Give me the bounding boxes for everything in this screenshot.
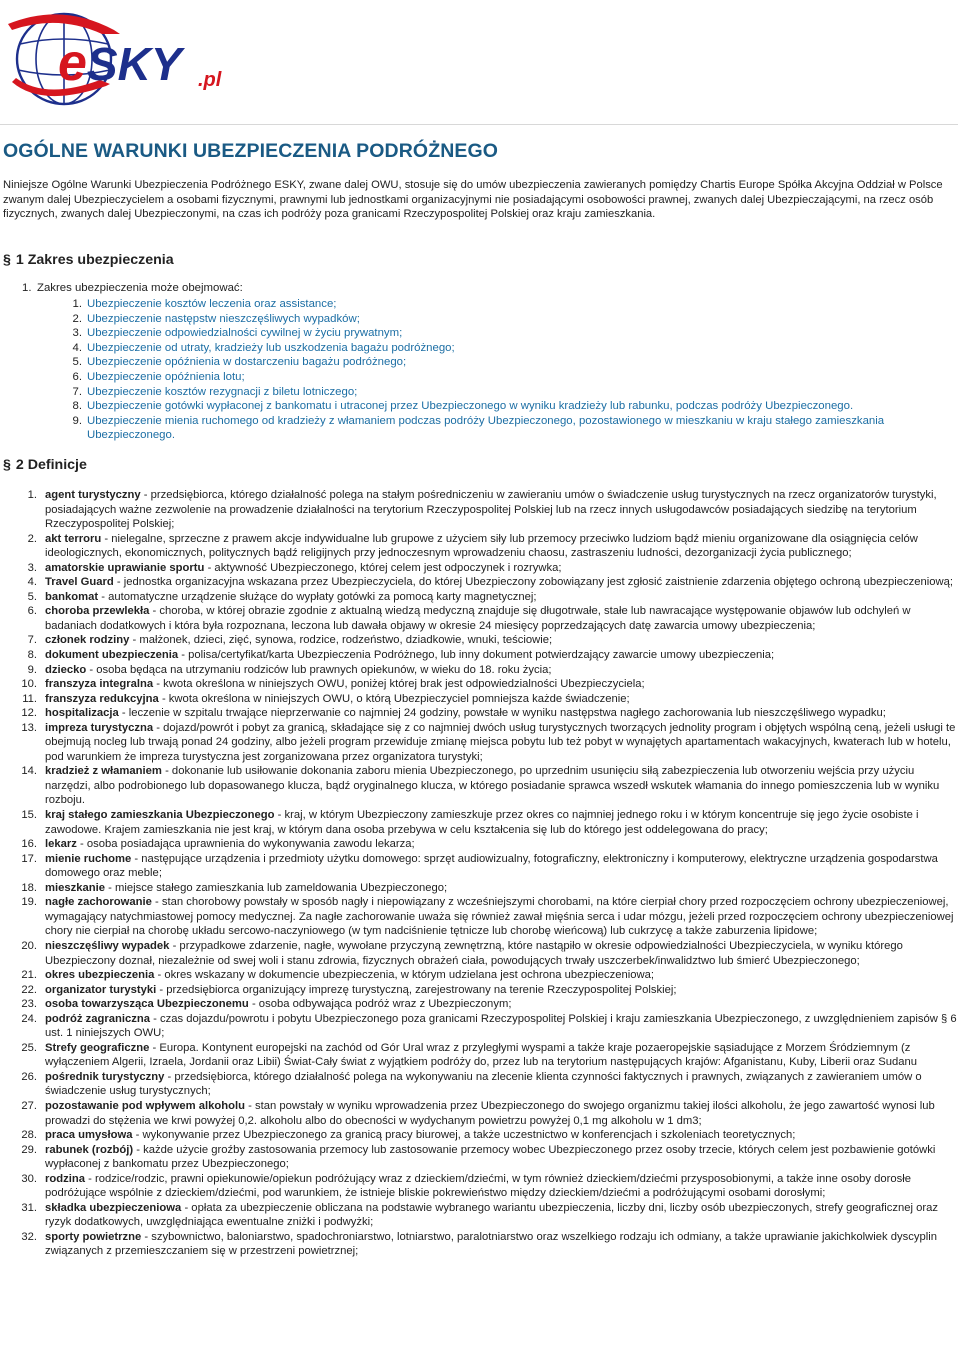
definition-item [0,604,958,633]
definition-term: sporty powietrzne [45,1230,142,1243]
section-1-heading [3,252,174,268]
list-number: 6. [27,605,37,618]
list-number: 23. [21,998,37,1011]
list-number: 32. [21,1230,37,1243]
list-number: 28. [21,1129,37,1142]
definition-text: - małżonek, dzieci, zięć, synowa, rodzice, rodzeństwo, dziadkowie, wnuki, teściowie; [129,634,553,647]
list-number: 8. [72,400,82,413]
definition-item [0,1201,958,1230]
definition-text: - kwota określona w niniejszych OWU, poniżej której brak jest odpowiedzialności Ubezpieczyciela; [153,678,645,691]
definition-term: praca umysłowa [45,1129,133,1142]
definition-item [0,837,958,852]
definition-item [0,1070,958,1099]
list-number: 1. [72,298,82,310]
list-number: 13. [21,721,37,734]
definition-term: bankomat [45,590,99,603]
definition-text: - choroba, w której obrazie zgodnie z aktualną wiedzą medyczną znajduje się długotrwałe, stałe lub nawracające występowanie objawów lub odchyleń w badaniach dodatkowych i która była rozpoznana, leczona lub dawała objawy w okresie 24 miesięcy poprzedzających datę zawarcia umowy ubezpieczenia; [45,605,911,632]
definition-text: - następujące urządzenia i przedmioty użytku domowego: sprzęt audiowizualny, fotograficzny, elektroniczny i komputerowy, elektryczne urządzenia gospodarstwa domowego oraz meble; [45,852,938,880]
definition-term: agent turystyczny [45,489,141,501]
definition-item [0,1172,958,1201]
definition-term: dziecko [45,663,87,676]
list-number: 12. [21,707,37,720]
definition-text: - dojazd/powrót i pobyt za granicą, składające się z co najmniej dwóch usług turystycznych tworzących jednolity program i objętych wspólną ceną, jeżeli usługi te obejmują nocleg lub trwają ponad 24 godziny, albo jeżeli program przewiduje zmianę miejsca pobytu lub też pobyt w wynajętych apartamentach wakacyjnych, kwaterach lub w hotelu, pod warunkiem że impreza turystyczna jest zorganizowana przez organizatora turystyki; [45,721,956,763]
definition-term: rabunek (rozbój) [45,1143,134,1156]
list-number: 2. [27,532,37,545]
scope-list-item[interactable] [62,297,958,312]
list-number: 27. [21,1099,37,1112]
definition-term: franszyza redukcyjna [45,692,159,705]
list-number: 6. [72,370,82,383]
definition-term: mienie ruchome [45,852,132,865]
definition-term: choroba przewlekła [45,605,150,618]
definition-term: Travel Guard [45,576,114,589]
list-number: 30. [21,1172,37,1185]
definition-item [0,997,958,1012]
list-number: 29. [21,1143,37,1156]
scope-lead [22,282,243,294]
list-number: 2. [72,312,82,325]
definition-term: amatorskie uprawianie sportu [45,561,205,574]
list-number: 20. [21,939,37,952]
list-number: 5. [27,590,37,603]
esky-logo [2,4,252,108]
scope-list-item[interactable] [62,312,958,327]
definition-item [0,692,958,707]
definition-term: organizator turystyki [45,983,157,996]
scope-link[interactable]: Ubezpieczenie od utraty, kradzieży lub uszkodzenia bagażu podróżnego; [87,341,455,354]
scope-link[interactable]: Ubezpieczenie gotówki wypłaconej z bankomatu i utraconej przez Ubezpieczonego w wyniku kradzieży lub rabunku, podczas podróży Ubezpieczonego. [87,400,854,413]
definition-text: - przedsiębiorca, którego działalność polega na stałym pośredniczeniu w zawieraniu umów o świadczenie usług turystycznych na rzecz organizatorów turystyki, posiadających ważne zezwolenie na prowadzenie działalności na terytorium Rzeczypospolitej Polskiej lub na rzecz innych usługodawców posiadających siedzibę na terytorium Rzeczypospolitej Polskiej; [45,489,937,531]
definition-text: - stan chorobowy powstały w sposób nagły i niepowiązany z wcześniejszymi chorobami, na które cierpiał chory przed rozpoczęciem ochrony ubezpieczeniowej, wymagający natychmiastowej pomocy medycznej. Za nagłe zachorowanie uważa się również zawał mięśnia serca i udar mózgu, jeżeli przed rozpoczęciem ochrony ubezpieczeniowej chory nie cierpiał na chorobę układu sercowo-naczyniowego (w tym nadciśnienie tętnicze lub chorobę wieńcową) lub cukrzycę a także zaburzenia lipidowe; [45,896,954,938]
definition-item [0,983,958,998]
definition-item [0,895,958,939]
list-number: 9. [72,414,82,427]
definition-term: rodzina [45,1172,86,1185]
definition-text: - przedsiębiorca organizujący imprezę turystyczną, zarejestrowany na terenie Rzeczypospolitej Polskiej; [156,983,677,996]
scope-list [62,297,958,443]
definition-text: - dokonanie lub usiłowanie dokonania zaboru mienia Ubezpieczonego, po uprzednim usunięciu siłą zabezpieczenia lub otworzeniu wejścia przy użyciu narzędzi, albo podrobionego lub dopasowanego klucza, bądź oryginalnego klucza, w którego posiadanie sprawca wszedł wskutek włamania do innego pomieszczenia lub w wyniku rozboju. [45,765,940,807]
scope-link[interactable]: Ubezpieczenie następstw nieszczęśliwych wypadków; [87,312,360,325]
definition-term: nagłe zachorowanie [45,896,152,909]
definition-text: - opłata za ubezpieczenie obliczana na podstawie wybranego wariantu ubezpieczenia, liczby dni, liczby osób ubezpieczonych, strefy geograficznej oraz ryzyk dodatkowych, uwzględniająca ewentualne zniżki i podwyżki; [45,1201,939,1229]
definition-item [0,561,958,576]
list-number: 5. [72,356,82,369]
list-number: 11. [22,692,37,705]
list-number: 4. [72,341,82,354]
intro-paragraph: Niniejsze Ogólne Warunki Ubezpieczenia Podróżnego ESKY, zwane dalej OWU, stosuje się do umów ubezpieczenia zawieranych pomiędzy Chartis Europe Spółka Akcyjna Oddział w Polsce zwanym dalej Ubezpieczycielem a osobami fizycznymi, prawnymi lub jednostkami organizacyjnymi nie posiadającymi osobowości prawnej, zwanych dalej Ubezpieczającymi, na rzecz osób fizycznych, zwanych dalej Ubezpieczonymi, na czas ich podróży poza granicami Rzeczypospolitej Polskiej oraz kraju zamieszkania. [3,179,943,220]
definition-term: członek rodziny [45,634,130,647]
list-number: 14. [21,765,37,778]
definition-item [0,721,958,765]
list-number: 21. [21,969,37,982]
list-number: 31. [21,1201,37,1214]
scope-lead-text: Zakres ubezpieczenia może obejmować: [37,282,243,294]
definition-item [0,1143,958,1172]
definition-item [0,648,958,663]
definition-item [0,939,958,968]
definition-text: - wykonywanie przez Ubezpieczonego za granicą pracy biurowej, a także uczestnictwo w konferencjach i szkoleniach teoretycznych; [132,1129,796,1142]
list-number: 22. [21,983,37,996]
definition-term: Strefy geograficzne [45,1041,150,1054]
definition-text: - kraj, w którym Ubezpieczony zamieszkuje przez okres co najmniej jednego roku i w którym koncentruje się jego życie osobiste i zawodowe. Krajem zamieszkania nie jest kraj, w którym dana osoba przebywa w celu kształcenia się lub do którego jest oddelegowana do pracy; [45,809,919,836]
definition-text: - przypadkowe zdarzenie, nagłe, wywołane przyczyną zewnętrzną, które nastąpiło w okresie odpowiedzialności Ubezpieczyciela, w wyniku którego Ubezpieczony doznał, niezależnie od swej woli i stanu zdrowia, fizycznych obrażeń ciała, powodujących trwały uszczerbek/inwalidztwo lub śmierć Ubezpieczonego; [45,939,903,967]
definition-item [0,881,958,896]
definition-item [0,488,958,532]
definition-item [0,706,958,721]
paragraph-sign: § [3,457,11,473]
definition-item [0,677,958,692]
definition-text: - miejsce stałego zamieszkania lub zameldowania Ubezpieczonego; [105,881,448,894]
list-number: 25. [21,1041,37,1054]
definition-text: - szybownictwo, baloniarstwo, spadochroniarstwo, lotniarstwo, paralotniarstwo oraz wszelkiego rodzaju ich odmiany, a także uprawianie jakichkolwiek dyscyplin związanych z przemieszczaniem się w przestrzeni powietrznej; [45,1230,938,1258]
page-title: OGÓLNE WARUNKI UBEZPIECZENIA PODRÓŻNEGO [3,140,499,162]
list-number: 26. [21,1070,37,1083]
definition-item [0,1230,958,1259]
definitions-list [0,488,958,1259]
definition-item [0,852,958,881]
scope-link[interactable]: Ubezpieczenie kosztów rezygnacji z biletu lotniczego; [87,385,358,398]
definition-term: akt terroru [45,532,102,545]
definition-item [0,808,958,837]
definition-text: - osoba będąca na utrzymaniu rodziców lub prawnych opiekunów, w wieku do 18. roku życia; [86,663,552,676]
definition-term: kraj stałego zamieszkania Ubezpieczonego [45,809,275,822]
section-1-title: 1 Zakres ubezpieczenia [15,252,174,268]
definition-text: - jednostka organizacyjna wskazana przez Ubezpieczyciela, do której Ubezpieczony zobowiązany jest zgłosić zaistnienie zdarzenia objętego ochroną ubezpieczeniową; [113,576,953,589]
scope-link[interactable]: Ubezpieczenie opóźnienia w dostarczeniu bagażu podróżnego; [87,356,407,369]
definition-text: - polisa/certyfikat/karta Ubezpieczenia Podróżnego, lub inny dokument potwierdzający zawarcie umowy ubezpieczenia; [178,649,775,662]
scope-link[interactable]: Ubezpieczenie opóźnienia lotu; [87,370,245,383]
list-number: 17. [21,852,37,865]
definition-term: składka ubezpieczeniowa [45,1201,182,1214]
definition-item [0,1041,958,1070]
list-number: 18. [21,881,37,894]
definition-item [0,1128,958,1143]
definition-text: - osoba posiadająca uprawnienia do wykonywania zawodu lekarza; [76,838,415,851]
definition-term: franszyza integralna [45,678,154,691]
definition-text: - czas dojazdu/powrotu i pobytu Ubezpieczonego poza granicami Rzeczypospolitej Polskiej i kraju zamieszkania Ubezpieczonego, z uwzględnieniem zapisów § 6 ust. 1 niniejszych OWU; [45,1012,957,1040]
definition-text: - stan powstały w wyniku wprowadzenia przez Ubezpieczonego do swojego organizmu takiej ilości alkoholu, że jego zawartość wynosi lub prowadzi do stężenia we krwi powyżej 0,2. alkoholu albo do obecności w wydychanym powietrzu powyżej 0,1 mg alkoholu w 1 dm3; [45,1099,935,1127]
definition-text: - automatyczne urządzenie służące do wypłaty gotówki za pomocą karty magnetycznej; [98,590,537,603]
list-number: 10. [21,678,37,691]
list-number: 7. [72,385,82,398]
definition-term: dokument ubezpieczenia [45,649,179,662]
definition-item [0,764,958,808]
definition-text: - przedsiębiorca, którego działalność polega na wykonywaniu na zlecenie klienta czynności faktycznych i prawnych, związanych z zawieraniem umów o świadczenie usług turystycznych; [45,1070,922,1098]
definition-text: - rodzice/rodzic, prawni opiekunowie/opiekun podróżujący wraz z dzieckiem/dziećmi, w tym również dzieckiem/dziećmi przysposobionymi, a także inne osoby dorosłe podróżujące wspólnie z dzieckiem/dziećmi, pod warunkiem, że istnieje bliskie pokrewieństwo między dzieckiem/dziećmi a podróżującymi osobami dorosłymi; [45,1172,911,1200]
definition-item [0,633,958,648]
definition-text: - kwota określona w niniejszych OWU, o którą Ubezpieczyciel pomniejsza każde świadczenie; [158,692,630,705]
definition-term: hospitalizacja [45,707,119,720]
scope-link[interactable]: Ubezpieczenie kosztów leczenia oraz assistance; [87,298,337,310]
paragraph-sign: § [3,252,11,268]
scope-list-item[interactable] [62,326,958,341]
logo-letter-e: eSKY [58,34,182,92]
definition-item [0,968,958,983]
list-number: 3. [72,327,82,340]
definition-term: pośrednik turystyczny [45,1070,165,1083]
list-number: 4. [27,576,37,589]
section-2-title: 2 Definicje [15,457,87,473]
definition-term: podróż zagraniczna [45,1012,151,1025]
definition-item [0,532,958,561]
list-number: 8. [27,649,37,662]
definition-item [0,1099,958,1128]
list-number: 16. [21,838,37,851]
list-number: 7. [27,634,37,647]
definition-term: osoba towarzysząca Ubezpieczonemu [45,998,249,1011]
definition-term: pozostawanie pod wpływem alkoholu [45,1099,246,1112]
list-number: 1. [27,489,37,501]
definition-term: nieszczęśliwy wypadek [45,939,170,952]
definition-text: - nielegalne, sprzeczne z prawem akcje indywidualne lub grupowe z użyciem siły lub przemocy przeciwko ludziom bądź mieniu organizowane dla osiągnięcia celów ideologicznych, ekonomicznych, politycznych bądź religijnych przy jednoczesnym wprowadzeniu chaosu, zastraszeniu ludności, dezorganizacji życia publicznego; [45,532,918,560]
section-2-heading [3,457,87,473]
scope-list-item[interactable] [62,355,958,370]
scope-list-item[interactable] [62,370,958,385]
header-divider [0,124,958,125]
definition-text: - Europa. Kontynent europejski na zachód od Gór Ural wraz z przyległymi wyspami a także kraje pozaeropejskie sąsiadujące z Morzem Śródziemnym (z wyłączeniem Algerii, Izraela, Jordanii oraz Libii) Świat-Cały świat z wyjątkiem podróży do, przez lub na terytorium następujących krajów: Afganistanu, Kuby, Liberii oraz Sudanu [45,1041,918,1069]
definition-item [0,575,958,590]
definition-text: - leczenie w szpitalu trwające nieprzerwanie co najmniej 24 godziny, powstałe w wyniku następstwa nagłego zachorowania lub nieszczęśliwego wypadku; [118,707,886,720]
scope-link[interactable]: Ubezpieczenie odpowiedzialności cywilnej w życiu prywatnym; [87,327,403,340]
definition-term: mieszkanie [45,881,106,894]
definition-text: - każde użycie groźby zastosowania przemocy lub zastosowanie przemocy wobec Ubezpieczonego przez osoby trzecie, których celem jest pozbawienie gotówki wypłaconej z bankomatu przez Ubezpieczonego; [45,1143,936,1171]
definition-item [0,1012,958,1041]
definition-term: kradzież z włamaniem [45,765,162,778]
definition-term: lekarz [45,838,77,851]
scope-list-item[interactable] [62,399,958,414]
scope-list-item[interactable] [62,385,958,400]
list-number: 24. [21,1012,37,1025]
list-number: 19. [21,896,37,909]
definition-term: okres ubezpieczenia [45,969,155,982]
list-number: 3. [27,561,37,574]
definition-item [0,663,958,678]
logo-tld: .pl [198,69,222,91]
definition-text: - osoba odbywająca podróż wraz z Ubezpieczonym; [248,998,512,1011]
definition-item [0,590,958,605]
definition-text: - aktywność Ubezpieczonego, której celem jest odpoczynek i rozrywka; [204,561,562,574]
definition-text: - okres wskazany w dokumencie ubezpieczenia, w którym udzielana jest ochrona ubezpieczeniowa; [154,969,655,982]
scope-link[interactable]: Ubezpieczenie mienia ruchomego od kradzieży z włamaniem podczas podróży Ubezpieczonego, pozostawionego w mieszkaniu w kraju stałego zamieszkania Ubezpieczonego. [87,414,885,442]
definition-term: impreza turystyczna [45,721,154,734]
list-number: 9. [27,663,37,676]
list-number: 15. [21,809,37,822]
scope-list-item[interactable] [62,414,958,443]
scope-list-item[interactable] [62,341,958,356]
scope-lead-number: 1. [22,282,32,294]
